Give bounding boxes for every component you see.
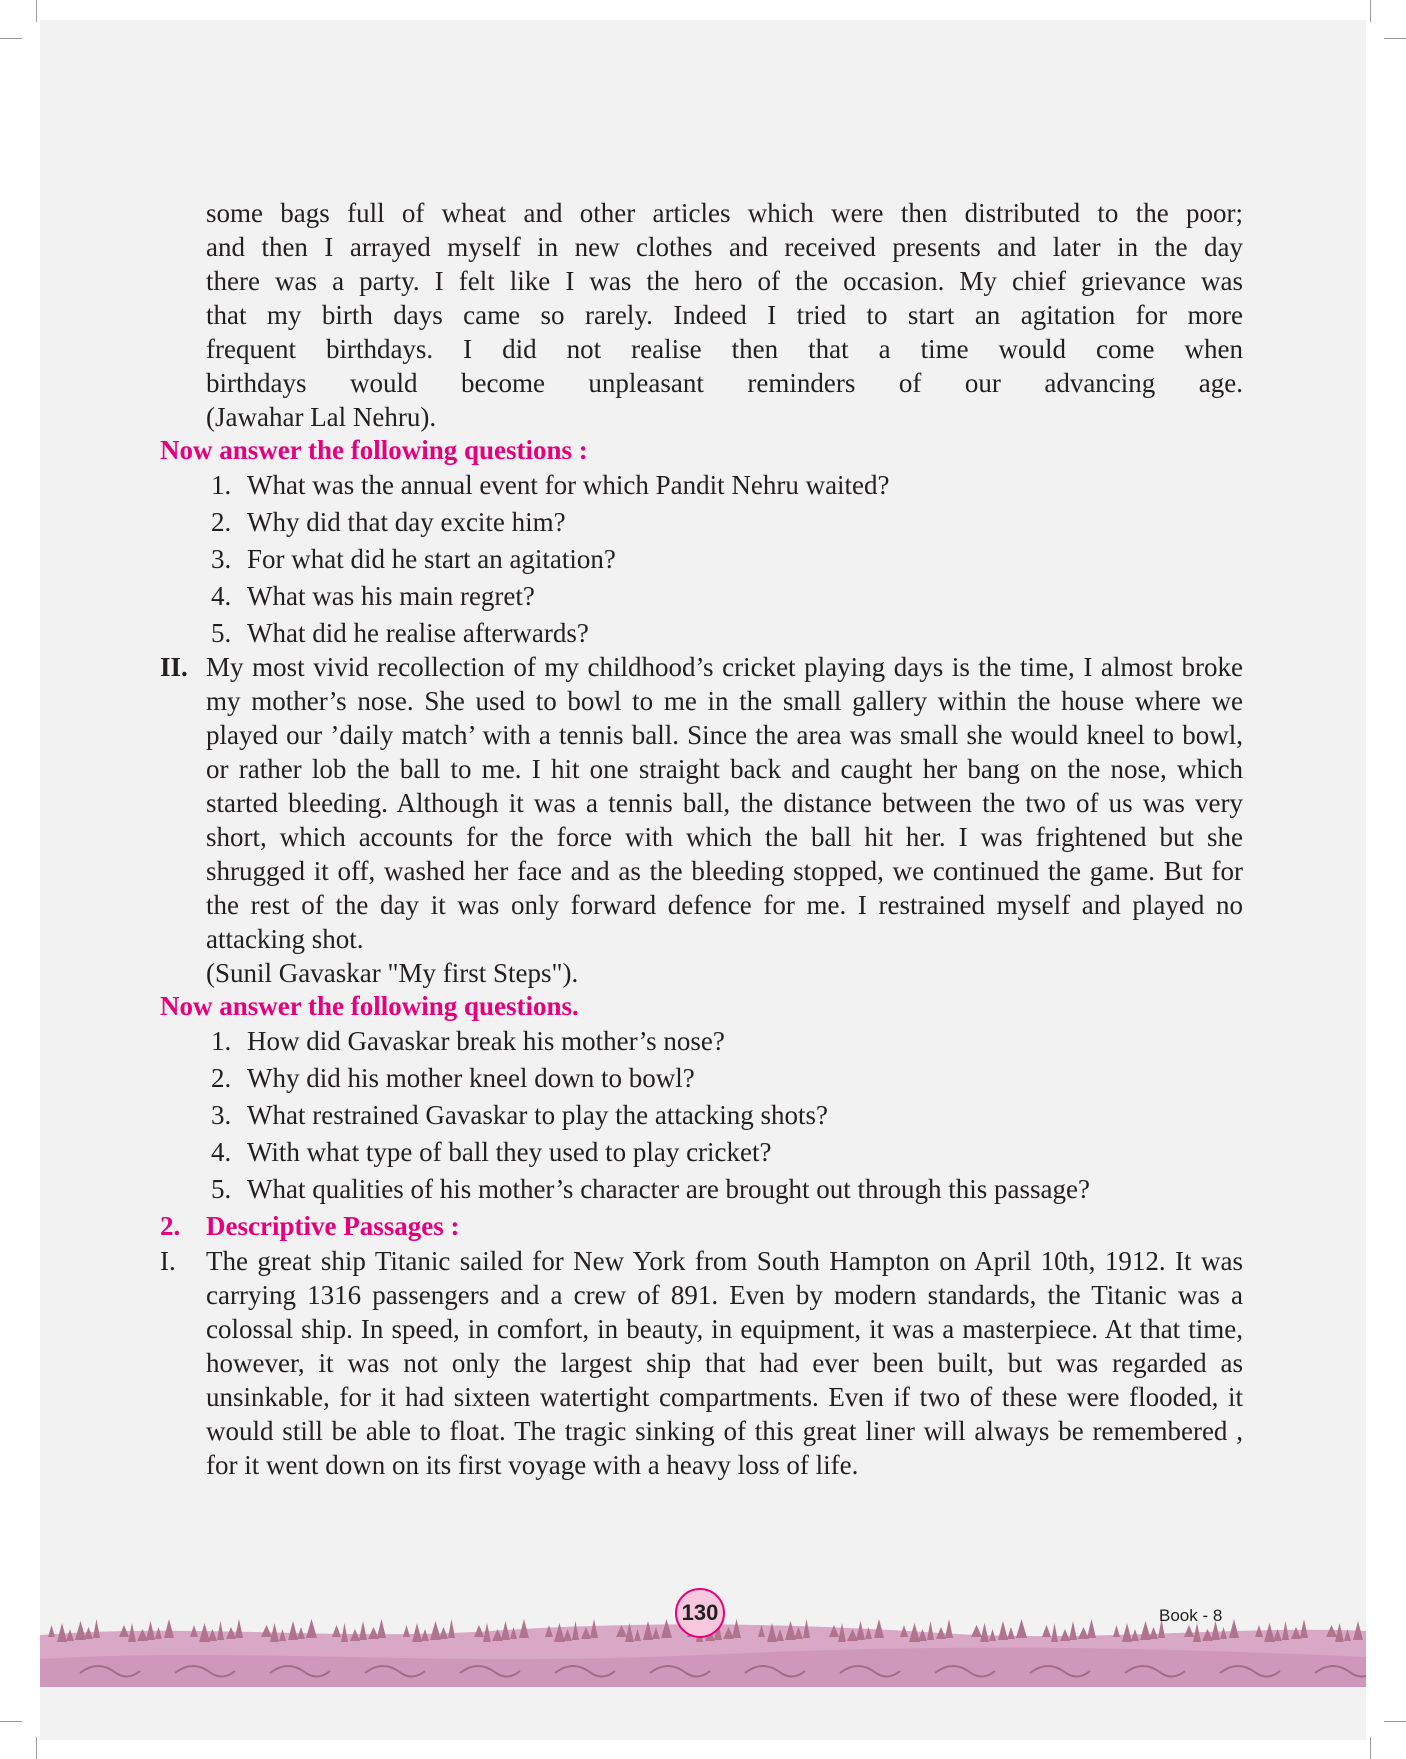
tree-shape [1140,1621,1151,1640]
crop-mark [36,1737,37,1759]
section-number: 2. [160,1211,181,1241]
tree-shape [1113,1625,1120,1637]
question-list [160,1023,1243,1208]
question-text: Why did that day excite him? [247,507,566,537]
section-heading [160,1208,1243,1244]
tree-shape [989,1629,996,1641]
tree-shape [474,1625,484,1637]
question-number: 3. [211,544,232,574]
tree-shape [1184,1625,1194,1637]
crop-mark [1384,1721,1406,1722]
tree-shape [217,1621,224,1640]
question-number: 1. [211,470,232,500]
passage-2 [160,650,1243,990]
tree-shape [1087,1619,1096,1638]
question-text: What qualities of his mother’s character are brought out through this passage? [247,1174,1090,1204]
tree-shape [1060,1629,1070,1641]
crop-mark [0,1721,22,1722]
question-text: Why did his mother kneel down to bowl? [247,1063,695,1093]
tree-shape [332,1625,341,1637]
tree-shape [288,1621,298,1640]
tree-shape [1300,1619,1308,1638]
tree-shape [377,1619,386,1638]
question-item [211,1023,1243,1060]
tree-shape [297,1627,305,1639]
tree-shape [519,1619,529,1638]
tree-shape [306,1619,317,1638]
tree-shape [146,1621,155,1640]
tree-shape [1122,1623,1132,1642]
passage-3 [160,1244,1243,1482]
tree-shape [93,1619,100,1638]
question-number: 1. [211,1026,232,1056]
tree-shape [971,1625,982,1637]
question-number: 5. [211,1174,232,1204]
tree-shape [1149,1627,1158,1639]
tree-shape [1016,1619,1027,1638]
tree-shape [945,1619,953,1638]
tree-shape [439,1627,448,1639]
passage-label: I. [160,1246,176,1276]
tree-shape [1007,1627,1015,1639]
passage-line: there was a party. I felt like I was the hero of the occasion. My chief grievance was [206,266,1243,296]
tree-shape [448,1619,455,1638]
question-number: 5. [211,618,232,648]
crop-mark [1384,38,1406,39]
crop-mark [1370,1737,1371,1759]
tree-shape [235,1619,243,1638]
tree-shape [75,1621,86,1640]
question-number: 3. [211,1100,232,1130]
question-item [211,615,1243,652]
questions-heading: Now answer the following questions : [160,435,588,465]
tree-shape [1051,1623,1058,1642]
question-item [211,467,1243,504]
tree-shape [1353,1621,1363,1640]
question-text: What was the annual event for which Pandit Nehru waited? [247,470,890,500]
question-text: What restrained Gavaskar to play the attacking shots? [247,1100,829,1130]
question-text: How did Gavaskar break his mother’s nose? [247,1026,725,1056]
question-text: What was his main regret? [247,581,535,611]
passage-label: II. [160,652,188,682]
passage-line: and then I arrayed myself in new clothes and received presents and later in the day [206,232,1243,262]
tree-shape [1042,1625,1051,1637]
tree-shape [1229,1619,1239,1638]
book-label: Book - 8 [1159,1606,1223,1625]
passage-line: frequent birthdays. I did not realise then that a time would come when [206,334,1243,364]
question-item [211,504,1243,541]
passage-line: that my birth days came so rarely. Indeed I tried to start an agitation for more [206,300,1243,330]
passage-text: My most vivid recollection of my childhood’s cricket playing days is the time, I almost broke my mother’s nose. She used to bowl to me in the small gallery within the house where we played our ’daily match’ with a tennis ball. Since the area was small she would kneel to bowl, or rather lob the ball to me. I hit one straight back and caught her bang on the nose, which started bleeding. Although it was a tennis ball, the distance between the two of us was very short, which accounts for the force with which the ball hit her. I was frightened but she shrugged it off, washed her face and as the bleeding stopped, we continued the game. But for the rest of the day it was only forward defence for me. I restrained myself and played no attacking shot. [206,652,1243,954]
passage-line: birthdays would become unpleasant reminders of our advancing age. [206,368,1243,398]
question-text: With what type of ball they used to play cricket? [247,1137,772,1167]
question-item [211,541,1243,578]
crop-mark [1370,0,1371,22]
question-text: What did he realise afterwards? [247,618,589,648]
crop-mark [0,38,22,39]
question-text: For what did he start an agitation? [247,544,616,574]
page-content [160,196,1243,1482]
tree-shape [412,1623,422,1642]
question-number: 2. [211,1063,232,1093]
passage-source: (Jawahar Lal Nehru). [206,402,437,432]
tree-shape [403,1625,410,1637]
tree-shape [874,1619,884,1638]
passage-1 [160,196,1243,434]
tree-shape [48,1625,55,1637]
tree-shape [927,1621,934,1640]
tree-shape [57,1623,67,1642]
tree-shape [341,1623,348,1642]
passage-source: (Sunil Gavaskar "My first Steps"). [206,958,579,988]
tree-shape [359,1621,367,1640]
tree-shape [1069,1621,1077,1640]
question-item [211,1134,1243,1171]
passage-text: The great ship Titanic sailed for New York from South Hampton on April 10th, 1912. It was carrying 1316 passengers and a crew of 891. Even by modern standards, the Titanic was a colossal ship. In speed, in comfort, in beauty, in equipment, it was a masterpiece. At that time, however, it was not only the largest ship that had ever been built, but was regarded as unsinkable, for it had sixteen watertight compartments. Even if two of these were flooded, it would still be able to float. The tragic sinking of this great liner will always be remembered , for it went down on its first voyage with a heavy loss of life. [206,1246,1243,1480]
question-list [160,467,1243,652]
question-number: 2. [211,507,232,537]
tree-shape [261,1625,272,1637]
section-title: Descriptive Passages : [206,1211,460,1241]
tree-shape [164,1619,174,1638]
question-number: 4. [211,1137,232,1167]
question-item [211,1060,1243,1097]
crop-mark [36,0,37,22]
tree-shape [430,1621,441,1640]
questions-heading: Now answer the following questions. [160,991,579,1021]
tree-shape [980,1623,989,1642]
question-item [211,1171,1243,1208]
question-item [211,578,1243,615]
passage-line: some bags full of wheat and other articles which were then distributed to the poor; [206,198,1243,228]
question-item [211,1097,1243,1134]
tree-shape [998,1621,1008,1640]
page-number: 130 [675,1588,725,1638]
question-number: 4. [211,581,232,611]
